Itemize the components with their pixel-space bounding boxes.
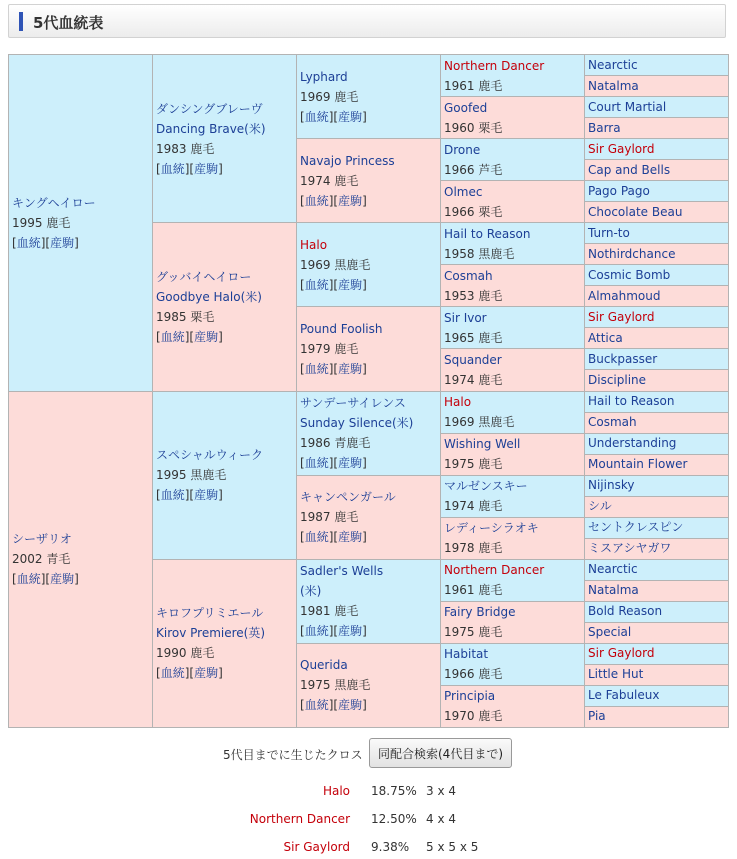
gen2-cell <box>153 55 297 223</box>
coat-color: 栗毛 <box>478 120 503 135</box>
birth-info <box>444 538 581 558</box>
horse-name[interactable]: Le Fabuleux <box>588 688 660 703</box>
horse-name[interactable]: Bold Reason <box>588 604 663 619</box>
birth-info <box>300 433 437 453</box>
gen3-links: [血統][産駒] <box>300 277 367 292</box>
gen4-cell <box>441 307 585 349</box>
birth-info <box>444 76 581 96</box>
progeny-link[interactable]: 産駒 <box>338 277 363 292</box>
horse-name-en[interactable]: Kirov Premiere(英) <box>156 626 266 641</box>
birth-info <box>444 286 581 306</box>
gen4-cell <box>441 223 585 265</box>
progeny-link[interactable]: 産駒 <box>338 361 363 376</box>
horse-name[interactable]: マルゼンスキー <box>444 479 528 494</box>
gen5-cell <box>585 559 729 580</box>
horse-name[interactable]: Fairy Bridge <box>444 605 516 620</box>
coat-color: 鹿毛 <box>478 625 503 640</box>
horse-name[interactable]: Natalma <box>588 78 639 93</box>
birth-year: 1985 <box>156 309 187 324</box>
gen4-cell <box>441 349 585 391</box>
gen5-cell <box>585 475 729 496</box>
progeny-link[interactable]: 産駒 <box>50 572 75 587</box>
page-title: 5代血統表 <box>33 14 104 32</box>
gen4-cell <box>441 55 585 97</box>
coat-color: 鹿毛 <box>334 510 359 525</box>
birth-year: 1966 <box>444 162 475 177</box>
gen4-cell <box>441 475 585 517</box>
birth-year: 1979 <box>300 341 331 356</box>
cross-row <box>0 812 737 828</box>
coat-color: 鹿毛 <box>478 78 503 93</box>
coat-color: 鹿毛 <box>190 141 215 156</box>
birth-info <box>300 171 437 191</box>
gen5-cell <box>585 370 729 391</box>
gen1-links: [血統][産駒] <box>12 572 79 587</box>
pedigree-link[interactable]: 血統 <box>304 530 329 545</box>
progeny-link[interactable]: 産駒 <box>338 193 363 208</box>
cross-generations: 4 x 4 <box>426 812 456 826</box>
horse-name[interactable]: Halo <box>300 237 328 252</box>
gen5-cell <box>585 223 729 244</box>
gen4-cell <box>441 265 585 307</box>
gen4-cell <box>441 685 585 727</box>
coat-color: 鹿毛 <box>478 667 503 682</box>
horse-name[interactable]: Pia <box>588 709 606 724</box>
coat-color: 鹿毛 <box>478 288 503 303</box>
birth-year: 1978 <box>444 541 475 556</box>
coat-color: 黒鹿毛 <box>190 468 227 483</box>
gen4-cell <box>441 391 585 433</box>
gen3-links: [血統][産駒] <box>300 530 367 545</box>
gen5-cell <box>585 181 729 202</box>
horse-name[interactable]: Sir Gaylord <box>588 141 655 156</box>
progeny-link[interactable]: 産駒 <box>194 161 219 176</box>
horse-name[interactable]: Principia <box>444 689 496 704</box>
horse-name[interactable]: Nothirdchance <box>588 246 676 261</box>
birth-info <box>156 139 293 159</box>
horse-name[interactable]: Natalma <box>588 583 639 598</box>
birth-year: 1966 <box>444 667 475 682</box>
gen3-cell <box>297 223 441 307</box>
coat-color: 鹿毛 <box>478 709 503 724</box>
gen5-cell <box>585 391 729 412</box>
gen2-cell <box>153 559 297 727</box>
progeny-link[interactable]: 産駒 <box>50 235 75 250</box>
horse-name[interactable]: Nijinsky <box>588 478 635 493</box>
horse-name[interactable]: Little Hut <box>588 667 644 682</box>
horse-name[interactable]: Navajo Princess <box>300 153 395 168</box>
gen3-cell <box>297 55 441 139</box>
gen3-cell <box>297 643 441 727</box>
gen5-cell <box>585 244 729 265</box>
coat-color: 栗毛 <box>478 204 503 219</box>
gen2-links: [血統][産駒] <box>156 666 223 681</box>
cross-label: 5代目までに生じたクロス <box>223 748 363 762</box>
gen5-cell <box>585 538 729 559</box>
coat-color: 青鹿毛 <box>334 436 371 451</box>
horse-name[interactable]: Hail to Reason <box>444 226 531 241</box>
horse-name[interactable]: Sir Gaylord <box>588 646 655 661</box>
birth-year: 1975 <box>444 625 475 640</box>
gen1-cell <box>9 55 153 392</box>
header-accent-bar <box>19 12 23 31</box>
birth-year: 1966 <box>444 204 475 219</box>
birth-year: 1995 <box>156 468 187 483</box>
pedigree-link[interactable]: 血統 <box>304 361 329 376</box>
pedigree-row <box>9 391 729 412</box>
birth-year: 1953 <box>444 288 475 303</box>
progeny-link[interactable]: 産駒 <box>338 624 363 639</box>
gen3-links: [血統][産駒] <box>300 624 367 639</box>
horse-name[interactable]: ダンシングブレーヴ <box>156 101 263 116</box>
birth-info <box>444 244 581 264</box>
gen5-cell <box>585 517 729 538</box>
gen3-cell <box>297 139 441 223</box>
horse-name[interactable]: Nearctic <box>588 562 638 577</box>
same-breeding-search-button[interactable]: 同配合検索(4代目まで) <box>369 738 512 768</box>
birth-year: 1995 <box>12 215 43 230</box>
birth-year: 1986 <box>300 436 331 451</box>
horse-name[interactable]: Nearctic <box>588 57 638 72</box>
horse-name[interactable]: キャンペンガール <box>300 490 396 505</box>
coat-color: 黒鹿毛 <box>478 415 515 430</box>
birth-info <box>444 454 581 474</box>
gen5-cell <box>585 328 729 349</box>
horse-name[interactable]: レディーシラオキ <box>444 521 539 536</box>
birth-info <box>300 601 437 621</box>
cross-generations: 3 x 4 <box>426 784 456 798</box>
birth-year: 1975 <box>444 457 475 472</box>
cross-row <box>0 784 737 800</box>
gen5-cell <box>585 76 729 97</box>
progeny-link[interactable]: 産駒 <box>338 456 363 471</box>
horse-name[interactable]: Wishing Well <box>444 437 521 452</box>
pedigree-row <box>9 55 729 76</box>
birth-year: 1969 <box>300 89 331 104</box>
birth-info <box>444 118 581 138</box>
gen3-links: [血統][産駒] <box>300 193 367 208</box>
horse-name[interactable]: サンデーサイレンス <box>300 396 406 411</box>
gen3-links: [血統][産駒] <box>300 361 367 376</box>
birth-info <box>444 664 581 684</box>
gen1-links: [血統][産駒] <box>12 235 79 250</box>
gen1-cell <box>9 391 153 728</box>
horse-name[interactable]: スペシャルウィーク <box>156 448 264 463</box>
horse-name[interactable]: Attica <box>588 330 623 345</box>
horse-name[interactable]: Special <box>588 625 632 640</box>
horse-name[interactable]: キロフプリミエール <box>156 606 264 621</box>
birth-info <box>444 706 581 726</box>
pedigree-link[interactable]: 血統 <box>160 329 185 344</box>
gen5-cell <box>585 286 729 307</box>
coat-color: 鹿毛 <box>478 457 503 472</box>
horse-name-en[interactable]: Sunday Silence(米) <box>300 416 414 431</box>
coat-color: 鹿毛 <box>478 330 503 345</box>
gen5-cell <box>585 643 729 664</box>
horse-name[interactable]: Querida <box>300 658 348 673</box>
birth-info <box>300 675 437 695</box>
coat-color: 鹿毛 <box>478 372 503 387</box>
pedigree-link[interactable]: 血統 <box>16 235 41 250</box>
horse-name[interactable]: Pound Foolish <box>300 321 383 336</box>
horse-name[interactable]: Sadler's Wells <box>300 564 384 579</box>
birth-year: 1974 <box>300 173 331 188</box>
birth-year: 1961 <box>444 583 475 598</box>
gen4-cell <box>441 517 585 559</box>
coat-color: 鹿毛 <box>334 341 359 356</box>
birth-info <box>444 328 581 348</box>
birth-year: 1974 <box>444 499 475 514</box>
birth-year: 1990 <box>156 646 187 661</box>
gen5-cell <box>585 622 729 643</box>
coat-color: 芦毛 <box>478 162 503 177</box>
progeny-link[interactable]: 産駒 <box>338 109 363 124</box>
coat-color: 黒鹿毛 <box>478 246 515 261</box>
section-header <box>8 4 726 38</box>
birth-year: 1987 <box>300 510 331 525</box>
cross-percentage: 18.75% <box>371 784 417 798</box>
horse-name[interactable]: キングヘイロー <box>12 195 96 210</box>
horse-name[interactable]: Halo <box>444 395 472 410</box>
gen5-cell <box>585 601 729 622</box>
gen3-cell <box>297 307 441 391</box>
pedigree-table <box>8 54 729 728</box>
birth-year: 1974 <box>444 372 475 387</box>
coat-color: 栗毛 <box>190 309 215 324</box>
gen2-cell <box>153 223 297 391</box>
birth-year: 1960 <box>444 120 475 135</box>
gen3-links: [血統][産駒] <box>300 698 367 713</box>
coat-color: 黒鹿毛 <box>334 678 371 693</box>
horse-name[interactable]: Olmec <box>444 184 483 199</box>
horse-name[interactable]: Cap and Bells <box>588 162 671 177</box>
horse-name[interactable]: ミスアシヤガワ <box>588 541 672 556</box>
cross-horse-name[interactable]: Sir Gaylord <box>283 840 350 854</box>
birth-info <box>12 213 149 233</box>
horse-name-en[interactable]: Goodbye Halo(米) <box>156 289 262 304</box>
gen4-cell <box>441 181 585 223</box>
gen5-cell <box>585 496 729 517</box>
gen4-cell <box>441 643 585 685</box>
coat-color: 鹿毛 <box>190 646 215 661</box>
progeny-link[interactable]: 産駒 <box>194 488 219 503</box>
horse-name-en[interactable]: (米) <box>300 584 322 599</box>
pedigree-link[interactable]: 血統 <box>16 572 41 587</box>
birth-info <box>300 339 437 359</box>
coat-color: 鹿毛 <box>478 583 503 598</box>
pedigree-link[interactable]: 血統 <box>304 109 329 124</box>
gen5-cell <box>585 433 729 454</box>
progeny-link[interactable]: 産駒 <box>338 698 363 713</box>
gen5-cell <box>585 685 729 706</box>
horse-name[interactable]: Understanding <box>588 436 677 451</box>
coat-color: 鹿毛 <box>478 499 503 514</box>
horse-name[interactable]: シーザリオ <box>12 532 72 547</box>
gen5-cell <box>585 55 729 76</box>
gen5-cell <box>585 307 729 328</box>
horse-name[interactable]: Northern Dancer <box>444 563 545 578</box>
coat-color: 鹿毛 <box>478 541 503 556</box>
coat-color: 鹿毛 <box>46 215 71 230</box>
birth-info <box>444 580 581 600</box>
gen4-cell <box>441 559 585 601</box>
birth-info <box>156 465 293 485</box>
pedigree-link[interactable]: 血統 <box>304 193 329 208</box>
gen4-cell <box>441 97 585 139</box>
birth-info <box>444 412 581 432</box>
birth-year: 1983 <box>156 141 187 156</box>
gen5-cell <box>585 265 729 286</box>
gen3-cell <box>297 475 441 559</box>
birth-year: 1961 <box>444 78 475 93</box>
coat-color: 鹿毛 <box>334 604 359 619</box>
gen2-links: [血統][産駒] <box>156 161 223 176</box>
gen3-cell <box>297 391 441 475</box>
gen2-links: [血統][産駒] <box>156 329 223 344</box>
gen4-cell <box>441 139 585 181</box>
birth-info <box>444 622 581 642</box>
coat-color: 鹿毛 <box>334 89 359 104</box>
pedigree-link[interactable]: 血統 <box>160 161 185 176</box>
cross-percentage: 12.50% <box>371 812 417 826</box>
birth-year: 1970 <box>444 709 475 724</box>
gen5-cell <box>585 160 729 181</box>
horse-name[interactable]: Court Martial <box>588 99 667 114</box>
birth-info <box>156 643 293 663</box>
gen5-cell <box>585 580 729 601</box>
horse-name[interactable]: Cosmic Bomb <box>588 267 671 282</box>
horse-name[interactable]: Pago Pago <box>588 183 650 198</box>
horse-name[interactable]: セントクレスピン <box>588 520 684 535</box>
gen4-cell <box>441 433 585 475</box>
birth-year: 1965 <box>444 330 475 345</box>
gen2-links: [血統][産駒] <box>156 488 223 503</box>
horse-name[interactable]: Habitat <box>444 647 489 662</box>
birth-info <box>12 549 149 569</box>
cross-row <box>0 840 737 856</box>
gen2-cell <box>153 391 297 559</box>
horse-name[interactable]: Cosmah <box>444 268 493 283</box>
horse-name[interactable]: Sir Ivor <box>444 310 487 325</box>
cross-horse-name[interactable]: Northern Dancer <box>249 812 350 826</box>
horse-name[interactable]: シル <box>588 499 612 514</box>
progeny-link[interactable]: 産駒 <box>194 329 219 344</box>
cross-horse-name[interactable]: Halo <box>322 784 350 798</box>
pedigree-link[interactable]: 血統 <box>304 698 329 713</box>
horse-name[interactable]: Hail to Reason <box>588 394 675 409</box>
gen3-links: [血統][産駒] <box>300 456 367 471</box>
horse-name[interactable]: Mountain Flower <box>588 457 688 472</box>
coat-color: 鹿毛 <box>334 173 359 188</box>
birth-info <box>444 496 581 516</box>
gen5-cell <box>585 664 729 685</box>
pedigree-link[interactable]: 血統 <box>304 456 329 471</box>
horse-name[interactable]: Buckpasser <box>588 351 658 366</box>
birth-year: 1958 <box>444 246 475 261</box>
horse-name-en[interactable]: Dancing Brave(米) <box>156 121 266 136</box>
birth-info <box>444 370 581 390</box>
cross-generations: 5 x 5 x 5 <box>426 840 479 854</box>
coat-color: 青毛 <box>46 552 71 567</box>
gen5-cell <box>585 202 729 223</box>
gen3-cell <box>297 559 441 643</box>
birth-info <box>156 307 293 327</box>
pedigree-link[interactable]: 血統 <box>160 488 185 503</box>
gen5-cell <box>585 97 729 118</box>
gen5-cell <box>585 454 729 475</box>
birth-year: 1969 <box>300 257 331 272</box>
birth-year: 1981 <box>300 604 331 619</box>
birth-year: 1969 <box>444 415 475 430</box>
pedigree-link[interactable]: 血統 <box>160 666 185 681</box>
gen5-cell <box>585 139 729 160</box>
horse-name[interactable]: Sir Gaylord <box>588 309 655 324</box>
gen5-cell <box>585 349 729 370</box>
horse-name[interactable]: Discipline <box>588 372 647 387</box>
gen4-cell <box>441 601 585 643</box>
pedigree-link[interactable]: 血統 <box>304 624 329 639</box>
coat-color: 黒鹿毛 <box>334 257 371 272</box>
horse-name[interactable]: Almahmoud <box>588 288 661 303</box>
birth-year: 1975 <box>300 678 331 693</box>
gen5-cell <box>585 118 729 139</box>
horse-name[interactable]: グッバイヘイロー <box>156 269 252 284</box>
birth-info <box>444 202 581 222</box>
progeny-link[interactable]: 産駒 <box>194 666 219 681</box>
horse-name[interactable]: Barra <box>588 120 621 135</box>
cross-percentage: 9.38% <box>371 840 410 854</box>
horse-name[interactable]: Chocolate Beau <box>588 204 683 219</box>
pedigree-link[interactable]: 血統 <box>304 277 329 292</box>
progeny-link[interactable]: 産駒 <box>338 530 363 545</box>
birth-year: 2002 <box>12 552 43 567</box>
horse-name[interactable]: Cosmah <box>588 415 637 430</box>
horse-name[interactable]: Goofed <box>444 100 488 115</box>
horse-name[interactable]: Northern Dancer <box>444 58 545 73</box>
birth-info <box>300 87 437 107</box>
gen5-cell <box>585 412 729 433</box>
horse-name[interactable]: Drone <box>444 142 481 157</box>
gen5-cell <box>585 706 729 727</box>
birth-info <box>300 255 437 275</box>
horse-name[interactable]: Turn-to <box>588 225 630 240</box>
birth-info <box>300 507 437 527</box>
horse-name[interactable]: Lyphard <box>300 69 348 84</box>
gen3-links: [血統][産駒] <box>300 109 367 124</box>
horse-name[interactable]: Squander <box>444 352 502 367</box>
birth-info <box>444 160 581 180</box>
